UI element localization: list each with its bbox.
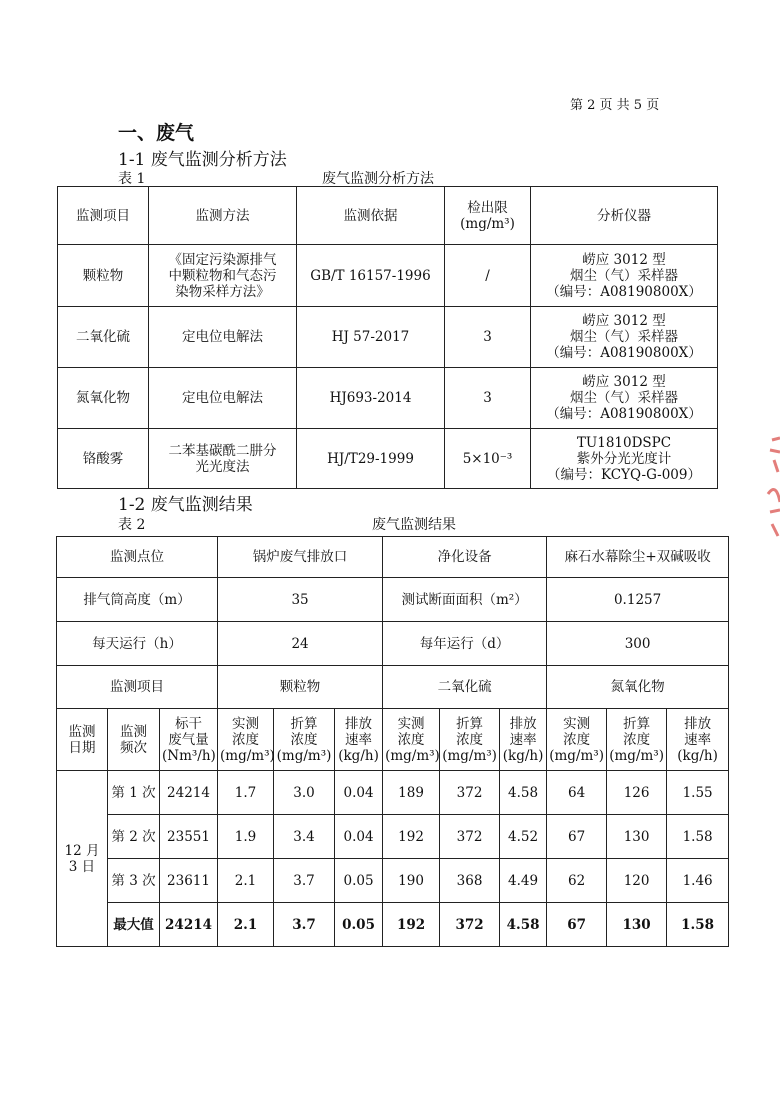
t1-cell: 崂应 3012 型 烟尘（气）采样器 （编号：A08190800X） [531, 368, 718, 429]
table-row [58, 245, 718, 307]
t2-col-header: 折算 浓度 (mg/m³) [607, 709, 667, 771]
t1-cell: 二苯基碳酰二肼分 光光度法 [149, 429, 297, 489]
t2-cell: 372 [440, 815, 500, 859]
t2-cell: 23551 [160, 815, 218, 859]
t2-cell: 0.04 [335, 815, 383, 859]
t2-max-cell: 4.58 [500, 903, 547, 947]
t2-col-header: 实测 浓度 (mg/m³) [218, 709, 274, 771]
page-number: 第 2 页 共 5 页 [570, 98, 660, 113]
t2-cell: 2.1 [218, 859, 274, 903]
table2-caption-label: 表 2 [118, 517, 146, 533]
yearly-value: 300 [547, 622, 729, 666]
item-label: 监测项目 [57, 666, 218, 709]
t1-cell: HJ 57-2017 [297, 307, 445, 368]
t2-max-cell: 2.1 [218, 903, 274, 947]
t2-max-cell: 1.58 [667, 903, 729, 947]
t2-cell: 0.05 [335, 859, 383, 903]
device-value: 麻石水幕除尘+双碱吸收 [547, 537, 729, 578]
t2-cell: 3.0 [274, 771, 335, 815]
t2-cell: 23611 [160, 859, 218, 903]
t2-max-cell: 130 [607, 903, 667, 947]
t1-cell: 定电位电解法 [149, 368, 297, 429]
area-label: 测试断面面积（m²） [383, 578, 547, 622]
t2-cell: 62 [547, 859, 607, 903]
t1-cell: 3 [445, 307, 531, 368]
t1-header-cell: 监测方法 [149, 187, 297, 245]
t2-col-header: 排放 速率 (kg/h) [667, 709, 729, 771]
t2-cell: 0.04 [335, 771, 383, 815]
point-value: 锅炉废气排放口 [218, 537, 383, 578]
t2-date-cell: 12 月 3 日 [57, 771, 108, 947]
item-nox: 氮氧化物 [547, 666, 729, 709]
t2-cell: 189 [383, 771, 440, 815]
area-value: 0.1257 [547, 578, 729, 622]
t1-cell: / [445, 245, 531, 307]
t1-cell: 3 [445, 368, 531, 429]
t2-max-cell: 3.7 [274, 903, 335, 947]
t1-cell: 定电位电解法 [149, 307, 297, 368]
t1-header-cell: 监测依据 [297, 187, 445, 245]
t2-cell: 126 [607, 771, 667, 815]
table1-caption-title: 废气监测分析方法 [322, 171, 434, 187]
t2-max-cell: 24214 [160, 903, 218, 947]
t2-cell: 4.58 [500, 771, 547, 815]
t2-cell: 3.4 [274, 815, 335, 859]
seal-stamp-fragment [758, 432, 780, 562]
t1-cell: TU1810DSPC 紫外分光光度计 （编号：KCYQ-G-009） [531, 429, 718, 489]
t2-col-header: 排放 速率 (kg/h) [500, 709, 547, 771]
section-title: 一、废气 [118, 122, 195, 144]
table2-caption-title: 废气监测结果 [372, 517, 456, 533]
height-value: 35 [218, 578, 383, 622]
t2-cell: 1.55 [667, 771, 729, 815]
t1-cell: HJ693-2014 [297, 368, 445, 429]
t1-cell: 《固定污染源排气 中颗粒物和气态污 染物采样方法》 [149, 245, 297, 307]
subsection-title-2: 1-2 废气监测结果 [118, 495, 253, 515]
t2-cell: 第 1 次 [108, 771, 160, 815]
t2-cell: 1.46 [667, 859, 729, 903]
t2-col-header: 折算 浓度 (mg/m³) [440, 709, 500, 771]
point-label: 监测点位 [57, 537, 218, 578]
table-row-max [57, 903, 729, 947]
t2-cell: 第 2 次 [108, 815, 160, 859]
t2-cell: 120 [607, 859, 667, 903]
t2-max-cell: 0.05 [335, 903, 383, 947]
t1-cell: GB/T 16157-1996 [297, 245, 445, 307]
t2-cell: 368 [440, 859, 500, 903]
t2-col-header: 监测 频次 [108, 709, 160, 771]
t1-header-cell: 分析仪器 [531, 187, 718, 245]
t2-max-cell: 最大值 [108, 903, 160, 947]
t2-cell: 190 [383, 859, 440, 903]
table-row [57, 859, 729, 903]
t2-cell: 3.7 [274, 859, 335, 903]
t1-cell: HJ/T29-1999 [297, 429, 445, 489]
device-label: 净化设备 [383, 537, 547, 578]
t2-cell: 第 3 次 [108, 859, 160, 903]
item-so2: 二氧化硫 [383, 666, 547, 709]
table-row [58, 368, 718, 429]
t2-col-header: 折算 浓度 (mg/m³) [274, 709, 335, 771]
yearly-label: 每年运行（d） [383, 622, 547, 666]
t2-cell: 130 [607, 815, 667, 859]
t2-cell: 4.49 [500, 859, 547, 903]
item-pm: 颗粒物 [218, 666, 383, 709]
t1-cell: 氮氧化物 [58, 368, 149, 429]
t2-cell: 1.58 [667, 815, 729, 859]
t2-cell: 64 [547, 771, 607, 815]
t1-header-cell: 监测项目 [58, 187, 149, 245]
table-analysis-methods [57, 186, 718, 489]
t2-cell: 67 [547, 815, 607, 859]
t1-cell: 崂应 3012 型 烟尘（气）采样器 （编号：A08190800X） [531, 307, 718, 368]
table-monitoring-results [56, 536, 729, 947]
t1-cell: 5×10⁻³ [445, 429, 531, 489]
t1-header-cell: 检出限 (mg/m³) [445, 187, 531, 245]
t2-col-header: 排放 速率 (kg/h) [335, 709, 383, 771]
t2-cell: 4.52 [500, 815, 547, 859]
t2-max-cell: 372 [440, 903, 500, 947]
t2-cell: 192 [383, 815, 440, 859]
t2-col-header: 标干 废气量 (Nm³/h) [160, 709, 218, 771]
t2-cell: 1.9 [218, 815, 274, 859]
t2-col-header: 监测 日期 [57, 709, 108, 771]
table-row [57, 771, 729, 815]
daily-label: 每天运行（h） [57, 622, 218, 666]
t1-cell: 二氧化硫 [58, 307, 149, 368]
table-row [57, 815, 729, 859]
t2-cell: 372 [440, 771, 500, 815]
t1-cell: 崂应 3012 型 烟尘（气）采样器 （编号：A08190800X） [531, 245, 718, 307]
t2-col-header: 实测 浓度 (mg/m³) [547, 709, 607, 771]
t2-max-cell: 67 [547, 903, 607, 947]
subsection-title-1: 1-1 废气监测分析方法 [118, 150, 287, 170]
height-label: 排气筒高度（m） [57, 578, 218, 622]
t2-cell: 24214 [160, 771, 218, 815]
table1-caption-label: 表 1 [118, 171, 146, 187]
t2-cell: 1.7 [218, 771, 274, 815]
table-row [58, 429, 718, 489]
table-row [58, 307, 718, 368]
t1-cell: 颗粒物 [58, 245, 149, 307]
t2-col-header: 实测 浓度 (mg/m³) [383, 709, 440, 771]
t1-cell: 铬酸雾 [58, 429, 149, 489]
daily-value: 24 [218, 622, 383, 666]
t2-max-cell: 192 [383, 903, 440, 947]
